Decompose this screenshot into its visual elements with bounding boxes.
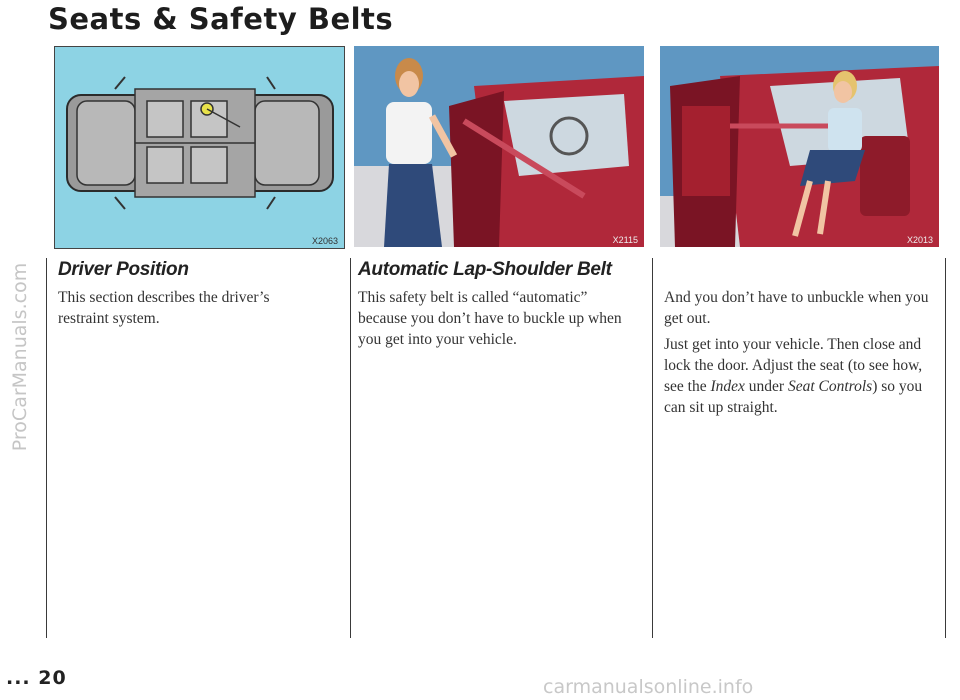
right-margin-rule [945, 258, 946, 638]
automatic-belt-text: This safety belt is called “automatic” because you don’t have to buckle up when you get into your vehicle. [358, 289, 622, 348]
column-divider-2 [652, 258, 653, 638]
car-top-view-svg [55, 47, 344, 248]
figure-code: X2063 [311, 236, 338, 246]
driver-position-heading: Driver Position [58, 259, 189, 280]
unbuckle-text: And you don’t have to unbuckle when you get out. [664, 289, 929, 327]
instructions-part-3: ) so you can sit up straight. [664, 378, 923, 416]
seat-controls-reference: Seat Controls [787, 378, 873, 395]
get-in-instructions [664, 334, 934, 418]
figure-code: X2115 [612, 235, 638, 245]
figure-code: X2013 [906, 235, 933, 245]
page-title: Seats & Safety Belts [48, 2, 394, 36]
side-watermark: ProCarManuals.com [9, 262, 32, 452]
instructions-part-2: under [744, 378, 788, 395]
car-top-view-illustration [54, 46, 345, 249]
column-divider-1 [350, 258, 351, 638]
driver-position-text: This section describes the driver’s restraint system. [58, 289, 270, 327]
woman-seated-in-car-illustration [660, 46, 939, 247]
index-reference: Index [710, 378, 745, 395]
door-scene-svg [354, 46, 644, 247]
bottom-watermark: carmanualsonline.info [543, 676, 754, 698]
automatic-belt-heading: Automatic Lap-Shoulder Belt [358, 259, 612, 280]
left-margin-rule [46, 258, 47, 638]
instructions-part-1: Just get into your vehicle. Then close and lock the door. Adjust the seat (to see how, see the [664, 336, 923, 395]
woman-opening-car-door-illustration [354, 46, 644, 247]
seated-scene-svg [660, 46, 939, 247]
page-number: ... 20 [6, 667, 67, 689]
